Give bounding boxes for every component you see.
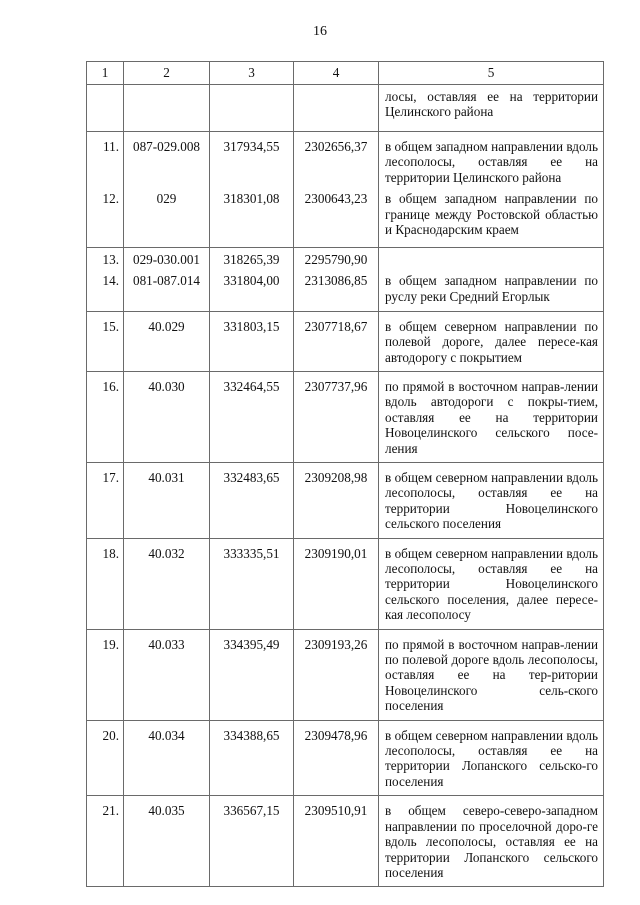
table-header-row xyxy=(87,62,604,85)
table-row xyxy=(87,269,604,311)
coordinate-y: 2309190,01 xyxy=(294,538,379,629)
coordinate-y: 2313086,85 xyxy=(294,269,379,311)
boundary-description: в общем северном направлении по полевой дороге, далее пересе-кая автодорогу с покрытием xyxy=(379,311,604,371)
row-number: 19. xyxy=(87,629,124,720)
coordinate-x: 331803,15 xyxy=(210,311,294,371)
column-header-3: 3 xyxy=(210,62,294,85)
column-header-2: 2 xyxy=(124,62,210,85)
boundary-description: лосы, оставляя ее на территории Целинского района xyxy=(379,85,604,132)
table-row xyxy=(87,85,604,132)
row-number: 21. xyxy=(87,796,124,887)
boundary-description xyxy=(379,247,604,269)
point-code xyxy=(124,85,210,132)
coordinate-x: 336567,15 xyxy=(210,796,294,887)
column-header-4: 4 xyxy=(294,62,379,85)
table-row xyxy=(87,191,604,247)
point-code: 40.034 xyxy=(124,720,210,796)
coordinate-x: 333335,51 xyxy=(210,538,294,629)
table-row xyxy=(87,462,604,538)
coordinate-x: 334388,65 xyxy=(210,720,294,796)
boundary-description: в общем северо-северо-западном направлении по проселочной доро-ге вдоль лесополосы, оставляя ее на территории Лопанского сельского поселения xyxy=(379,796,604,887)
table-row xyxy=(87,247,604,269)
coordinate-y: 2309478,96 xyxy=(294,720,379,796)
table-row xyxy=(87,720,604,796)
coordinate-x: 332464,55 xyxy=(210,371,294,462)
table-row xyxy=(87,629,604,720)
coordinate-x: 318301,08 xyxy=(210,191,294,247)
coordinate-x: 332483,65 xyxy=(210,462,294,538)
boundary-description: по прямой в восточном направ-лении вдоль автодороги с покры-тием, оставляя ее на территории Новоцелинского сельского посе-ления xyxy=(379,371,604,462)
row-number: 17. xyxy=(87,462,124,538)
point-code: 40.031 xyxy=(124,462,210,538)
coordinate-x xyxy=(210,85,294,132)
point-code: 081-087.014 xyxy=(124,269,210,311)
coordinate-y xyxy=(294,85,379,132)
row-number: 16. xyxy=(87,371,124,462)
column-header-5: 5 xyxy=(379,62,604,85)
coordinate-y: 2295790,90 xyxy=(294,247,379,269)
point-code: 40.030 xyxy=(124,371,210,462)
row-number: 15. xyxy=(87,311,124,371)
coordinate-x: 318265,39 xyxy=(210,247,294,269)
coordinate-y: 2307737,96 xyxy=(294,371,379,462)
row-number: 12. xyxy=(87,191,124,247)
row-number: 18. xyxy=(87,538,124,629)
boundary-description: по прямой в восточном направ-лении по полевой дороге вдоль лесополосы, оставляя ее на тер-ритории Новоцелинского сель-ского поселения xyxy=(379,629,604,720)
boundary-description: в общем западном направлении по руслу реки Средний Егорлык xyxy=(379,269,604,311)
boundary-description: в общем западном направлении вдоль лесополосы, оставляя ее на территории Целинского района xyxy=(379,132,604,192)
coordinate-y: 2309193,26 xyxy=(294,629,379,720)
point-code: 087-029.008 xyxy=(124,132,210,192)
boundary-description: в общем северном направлении вдоль лесополосы, оставляя ее на территории Новоцелинского сельского поселения xyxy=(379,462,604,538)
boundary-coordinates-table xyxy=(86,61,604,887)
point-code: 40.029 xyxy=(124,311,210,371)
coordinate-x: 331804,00 xyxy=(210,269,294,311)
row-number: 13. xyxy=(87,247,124,269)
point-code: 40.032 xyxy=(124,538,210,629)
boundary-description: в общем северном направлении вдоль лесополосы, оставляя ее на территории Лопанского сельско-го поселения xyxy=(379,720,604,796)
coordinate-x: 317934,55 xyxy=(210,132,294,192)
row-number: 20. xyxy=(87,720,124,796)
boundary-description: в общем северном направлении вдоль лесополосы, оставляя ее на территории Новоцелинского сельского поселения, далее пересе-кая лесополосу xyxy=(379,538,604,629)
boundary-description: в общем западном направлении по границе между Ростовской областью и Краснодарским краем xyxy=(379,191,604,247)
point-code: 40.033 xyxy=(124,629,210,720)
point-code: 40.035 xyxy=(124,796,210,887)
table-row xyxy=(87,796,604,887)
table-row xyxy=(87,311,604,371)
column-header-1: 1 xyxy=(87,62,124,85)
coordinate-y: 2300643,23 xyxy=(294,191,379,247)
page-number: 16 xyxy=(313,24,327,39)
table-row xyxy=(87,538,604,629)
table-row xyxy=(87,371,604,462)
row-number xyxy=(87,85,124,132)
point-code: 029-030.001 xyxy=(124,247,210,269)
table-row xyxy=(87,132,604,192)
point-code: 029 xyxy=(124,191,210,247)
coordinate-y: 2302656,37 xyxy=(294,132,379,192)
coordinate-y: 2309208,98 xyxy=(294,462,379,538)
row-number: 14. xyxy=(87,269,124,311)
row-number: 11. xyxy=(87,132,124,192)
coordinate-y: 2307718,67 xyxy=(294,311,379,371)
coordinate-x: 334395,49 xyxy=(210,629,294,720)
coordinate-y: 2309510,91 xyxy=(294,796,379,887)
